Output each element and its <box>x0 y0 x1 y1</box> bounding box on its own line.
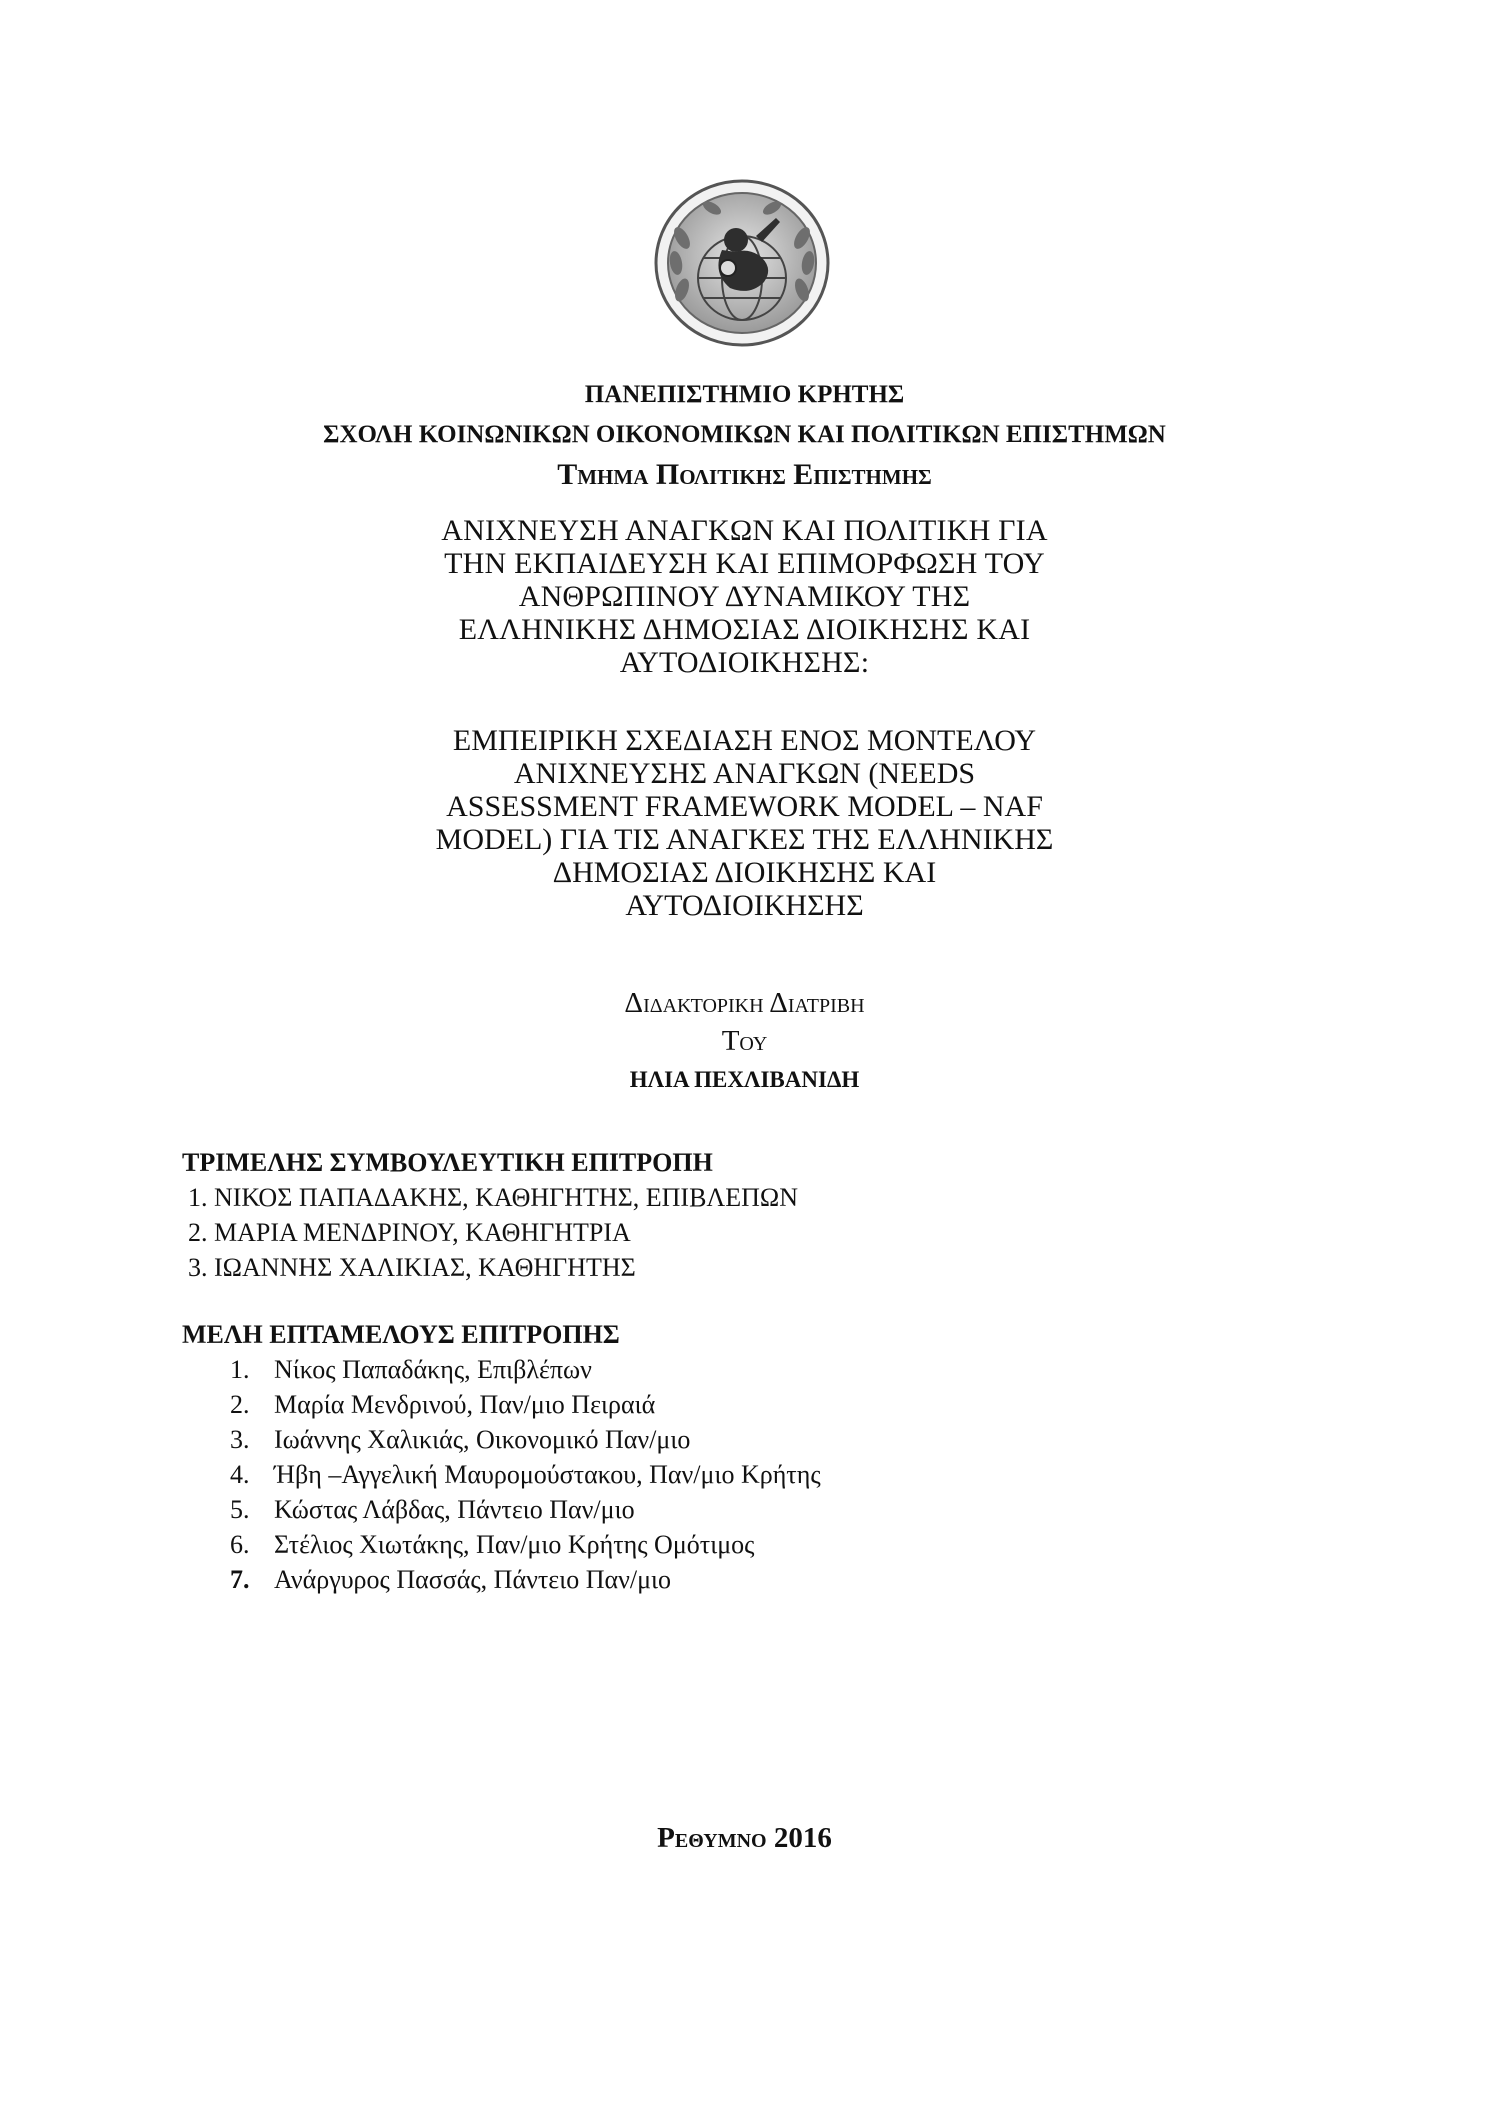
title-line: ΑΝΙΧΝΕΥΣΗ ΑΝΑΓΚΩΝ ΚΑΙ ΠΟΛΙΤΙΚΗ ΓΙΑ <box>441 514 1048 547</box>
year: 2016 <box>773 1822 832 1854</box>
subtitle-line: ΔΗΜΟΣΙΑΣ ΔΙΟΙΚΗΣΗΣ ΚΑΙ <box>552 856 937 889</box>
list-item <box>182 1527 821 1562</box>
university-seal-icon <box>652 178 832 348</box>
list-item <box>182 1492 821 1527</box>
title-line: ΤΗΝ ΕΚΠΑΙΔΕΥΣΗ ΚΑΙ ΕΠΙΜΟΡΦΩΣΗ ΤΟΥ <box>444 547 1045 580</box>
member-text: Ανάργυρος Πασσάς, Πάντειο Παν/μιο <box>274 1565 672 1594</box>
list-number: 6. <box>230 1530 250 1559</box>
list-item <box>182 1387 821 1422</box>
list-number: 3. <box>230 1425 250 1454</box>
member-text: Ήβη –Αγγελική Μαυρομούστακου, Παν/μιο Κρήτης <box>274 1460 821 1489</box>
title-line: ΕΛΛΗΝΙΚΗΣ ΔΗΜΟΣΙΑΣ ΔΙΟΙΚΗΣΗΣ ΚΑΙ <box>458 613 1031 646</box>
list-number: 4. <box>230 1460 250 1489</box>
place-name: Ρεθυμνο <box>657 1822 767 1854</box>
thesis-info <box>0 984 1489 1100</box>
thesis-of: Του <box>721 1025 768 1057</box>
member-text: Στέλιος Χιωτάκης, Παν/μιο Κρήτης Ομότιμος <box>274 1530 755 1559</box>
subtitle-line: ΕΜΠΕΙΡΙΚΗ ΣΧΕΔΙΑΣΗ ΕΝΟΣ ΜΟΝΤΕΛΟΥ <box>452 724 1037 757</box>
committee-member: 1. ΝΙΚΟΣ ΠΑΠΑΔΑΚΗΣ, ΚΑΘΗΓΗΤΗΣ, ΕΠΙΒΛΕΠΩΝ <box>188 1183 799 1212</box>
list-item <box>182 1352 821 1387</box>
author-name: ΗΛΙΑ ΠΕΧΛΙΒΑΝΙΔΗ <box>629 1067 860 1092</box>
title-line: ΑΝΘΡΩΠΙΝΟΥ ΔΥΝΑΜΙΚΟΥ ΤΗΣ <box>518 580 971 613</box>
member-text: Κώστας Λάβδας, Πάντειο Παν/μιο <box>274 1495 635 1524</box>
list-number: 5. <box>230 1495 250 1524</box>
advisory-committee <box>182 1146 798 1285</box>
subtitle-line: ΑΝΙΧΝΕΥΣΗΣ ΑΝΑΓΚΩΝ (NEEDS <box>513 757 976 790</box>
examination-committee-heading: ΜΕΛΗ ΕΠΤΑΜΕΛΟΥΣ ΕΠΙΤΡΟΠΗΣ <box>182 1320 620 1349</box>
thesis-subtitle <box>0 724 1489 922</box>
list-number: 7. <box>230 1565 250 1594</box>
committee-member: 3. ΙΩΑΝΝΗΣ ΧΑΛΙΚΙΑΣ, ΚΑΘΗΓΗΤΗΣ <box>188 1253 636 1282</box>
subtitle-line: MODEL) ΓΙΑ ΤΙΣ ΑΝΑΓΚΕΣ ΤΗΣ ΕΛΛΗΝΙΚΗΣ <box>435 823 1054 856</box>
university-name: ΠΑΝΕΠΙΣΤΗΜΙΟ ΚΡΗΤΗΣ <box>584 381 905 408</box>
member-text: Νίκος Παπαδάκης, Επιβλέπων <box>274 1355 592 1384</box>
institution-header <box>0 375 1489 495</box>
examination-committee <box>182 1318 821 1597</box>
title-line: ΑΥΤΟΔΙΟΙΚΗΣΗΣ: <box>619 646 870 679</box>
list-item <box>182 1422 821 1457</box>
subtitle-line: ASSESSMENT FRAMEWORK MODEL – NAF <box>446 790 1043 823</box>
list-item <box>182 1562 821 1597</box>
member-text: Ιωάννης Χαλικιάς, Οικονομικό Παν/μιο <box>274 1425 691 1454</box>
thesis-title <box>0 514 1489 679</box>
place-and-year <box>0 1822 1489 1855</box>
department-name: Τμημα Πολιτικησ Επιστημησ <box>557 458 932 491</box>
list-number: 2. <box>230 1390 250 1419</box>
committee-member: 2. ΜΑΡΙΑ ΜΕΝΔΡΙΝΟΥ, ΚΑΘΗΓΗΤΡΙΑ <box>188 1218 631 1247</box>
subtitle-line: ΑΥΤΟΔΙΟΙΚΗΣΗΣ <box>625 889 864 922</box>
school-name: ΣΧΟΛΗ ΚΟΙΝΩΝΙΚΩΝ ΟΙΚΟΝΟΜΙΚΩΝ ΚΑΙ ΠΟΛΙΤΙΚΩΝ ΕΠΙΣΤΗΜΩΝ <box>323 421 1166 448</box>
thesis-type: Διδακτορικη Διατριβη <box>624 987 865 1019</box>
list-item <box>182 1457 821 1492</box>
list-number: 1. <box>230 1355 250 1384</box>
advisory-committee-heading: ΤΡΙΜΕΛΗΣ ΣΥΜΒΟΥΛΕΥΤΙΚΗ ΕΠΙΤΡΟΠΗ <box>182 1148 713 1177</box>
member-text: Μαρία Μενδρινού, Παν/μιο Πειραιά <box>274 1390 656 1419</box>
